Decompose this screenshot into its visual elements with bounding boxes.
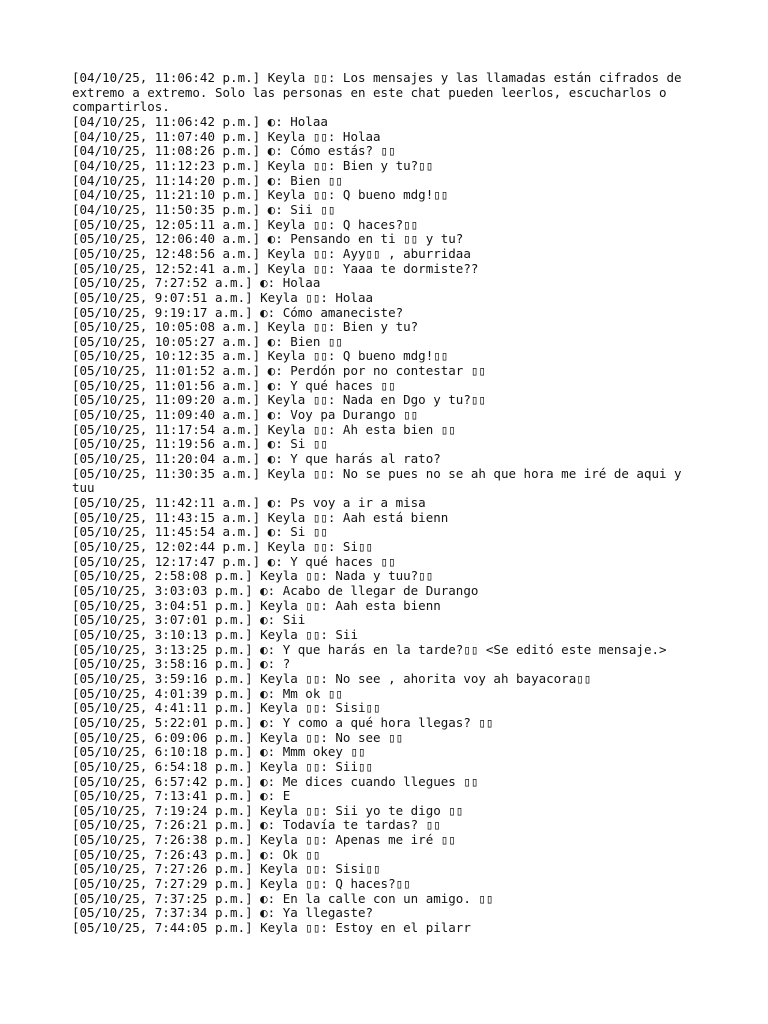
- chat-message-line: [05/10/25, 3:04:51 p.m.] Keyla ▯▯: Aah esta bienn: [72, 597, 441, 613]
- chat-message-line: [05/10/25, 7:27:52 a.m.] ◐: Holaa: [72, 275, 321, 291]
- chat-message-line: [05/10/25, 11:01:56 a.m.] ◐: Y qué haces ▯▯: [72, 377, 396, 393]
- chat-message-line: [05/10/25, 11:30:35 a.m.] Keyla ▯▯: No se pues no se ah que hora me iré de aqui y tuu: [72, 465, 690, 496]
- chat-message-line: [05/10/25, 6:10:18 p.m.] ◐: Mmm okey ▯▯: [72, 744, 366, 760]
- chat-message-line: [05/10/25, 4:41:11 p.m.] Keyla ▯▯: Sisi▯▯: [72, 700, 381, 716]
- chat-message-line: [05/10/25, 7:26:38 p.m.] Keyla ▯▯: Apenas me iré ▯▯: [72, 832, 456, 848]
- chat-message-line: [05/10/25, 6:09:06 p.m.] Keyla ▯▯: No see ▯▯: [72, 729, 404, 745]
- chat-message-line: [05/10/25, 7:13:41 p.m.] ◐: E: [72, 788, 291, 804]
- chat-message-line: [04/10/25, 11:21:10 p.m.] Keyla ▯▯: Q bueno mdg!▯▯: [72, 187, 449, 203]
- chat-message-line: [05/10/25, 7:27:29 p.m.] Keyla ▯▯: Q haces?▯▯: [72, 876, 411, 892]
- chat-message-line: [04/10/25, 11:14:20 p.m.] ◐: Bien ▯▯: [72, 172, 343, 188]
- chat-message-line: [05/10/25, 6:57:42 p.m.] ◐: Me dices cuando llegues ▯▯: [72, 773, 479, 789]
- chat-message-line: [05/10/25, 7:37:25 p.m.] ◐: En la calle con un amigo. ▯▯: [72, 890, 494, 906]
- chat-message-line: [05/10/25, 5:22:01 p.m.] ◐: Y como a qué hora llegas? ▯▯: [72, 714, 494, 730]
- chat-message-line: [05/10/25, 12:17:47 p.m.] ◐: Y qué haces ▯▯: [72, 553, 396, 569]
- chat-message-line: [05/10/25, 3:58:16 p.m.] ◐: ?: [72, 656, 291, 672]
- chat-message-line: [05/10/25, 12:02:44 p.m.] Keyla ▯▯: Si▯▯: [72, 539, 374, 554]
- chat-message-line: [05/10/25, 11:45:54 a.m.] ◐: Si ▯▯: [72, 524, 328, 540]
- chat-message-line: [05/10/25, 10:05:08 a.m.] Keyla ▯▯: Bien y tu?: [72, 319, 419, 335]
- chat-message-line: [05/10/25, 10:05:27 a.m.] ◐: Bien ▯▯: [72, 333, 343, 349]
- chat-message-line: [04/10/25, 11:06:42 p.m.] ◐: Holaa: [72, 113, 328, 129]
- chat-message-line: [05/10/25, 7:27:26 p.m.] Keyla ▯▯: Sisi▯▯: [72, 861, 381, 877]
- chat-message-line: [05/10/25, 11:01:52 a.m.] ◐: Perdón por no contestar ▯▯: [72, 363, 486, 379]
- chat-message-line: [05/10/25, 3:07:01 p.m.] ◐: Sii: [72, 612, 306, 628]
- chat-message-line: [05/10/25, 12:48:56 a.m.] Keyla ▯▯: Ayy▯▯ , aburridaa: [72, 245, 471, 261]
- chat-message-line: [05/10/25, 9:19:17 a.m.] ◐: Cómo amaneciste?: [72, 304, 404, 320]
- chat-message-line: [05/10/25, 11:17:54 a.m.] Keyla ▯▯: Ah esta bien ▯▯: [72, 421, 456, 437]
- chat-message-line: [05/10/25, 7:19:24 p.m.] Keyla ▯▯: Sii yo te digo ▯▯: [72, 802, 464, 818]
- chat-message-line: [05/10/25, 12:52:41 a.m.] Keyla ▯▯: Yaaa te dormiste??: [72, 260, 479, 276]
- chat-message-line: [04/10/25, 11:07:40 p.m.] Keyla ▯▯: Holaa: [72, 128, 381, 144]
- chat-message-line: [05/10/25, 3:59:16 p.m.] Keyla ▯▯: No see , ahorita voy ah bayacora▯▯: [72, 670, 592, 686]
- chat-message-line: [04/10/25, 11:08:26 p.m.] ◐: Cómo estás? ▯▯: [72, 143, 396, 159]
- chat-message-line: [04/10/25, 11:06:42 p.m.] Keyla ▯▯: Los mensajes y las llamadas están cifrados de extremo a extremo. Solo las personas en este chat pueden leerlos, escucharlos o compartirlos.: [72, 70, 690, 115]
- chat-message-line: [05/10/25, 6:54:18 p.m.] Keyla ▯▯: Sii▯▯: [72, 758, 374, 774]
- chat-transcript: [72, 71, 688, 936]
- chat-message-line: [05/10/25, 11:19:56 a.m.] ◐: Si ▯▯: [72, 436, 328, 452]
- chat-message-line: [05/10/25, 2:58:08 p.m.] Keyla ▯▯: Nada y tuu?▯▯: [72, 568, 434, 584]
- chat-message-line: [05/10/25, 10:12:35 a.m.] Keyla ▯▯: Q bueno mdg!▯▯: [72, 348, 449, 364]
- chat-message-line: [05/10/25, 4:01:39 p.m.] ◐: Mm ok ▯▯: [72, 685, 343, 701]
- chat-message-line: [05/10/25, 12:05:11 a.m.] Keyla ▯▯: Q haces?▯▯: [72, 216, 419, 232]
- chat-message-line: [05/10/25, 11:43:15 a.m.] Keyla ▯▯: Aah está bienn: [72, 509, 449, 525]
- chat-message-line: [05/10/25, 11:42:11 a.m.] ◐: Ps voy a ir a misa: [72, 495, 426, 511]
- chat-message-line: [04/10/25, 11:12:23 p.m.] Keyla ▯▯: Bien y tu?▯▯: [72, 157, 434, 173]
- chat-message-line: [05/10/25, 11:09:20 a.m.] Keyla ▯▯: Nada en Dgo y tu?▯▯: [72, 392, 486, 408]
- chat-message-line: [05/10/25, 7:37:34 p.m.] ◐: Ya llegaste?: [72, 905, 374, 921]
- chat-message-line: [05/10/25, 7:44:05 p.m.] Keyla ▯▯: Estoy en el pilarr: [72, 920, 471, 936]
- chat-message-line: [05/10/25, 3:13:25 p.m.] ◐: Y que harás en la tarde?▯▯ <Se editó este mensaje.>: [72, 641, 667, 657]
- chat-message-line: [05/10/25, 11:20:04 a.m.] ◐: Y que harás al rato?: [72, 451, 441, 467]
- chat-message-line: [05/10/25, 9:07:51 a.m.] Keyla ▯▯: Holaa: [72, 289, 374, 305]
- chat-message-line: [05/10/25, 7:26:21 p.m.] ◐: Todavía te tardas? ▯▯: [72, 817, 441, 833]
- chat-message-line: [05/10/25, 7:26:43 p.m.] ◐: Ok ▯▯: [72, 846, 321, 862]
- chat-message-line: [04/10/25, 11:50:35 p.m.] ◐: Sii ▯▯: [72, 201, 336, 217]
- chat-message-line: [05/10/25, 3:10:13 p.m.] Keyla ▯▯: Sii: [72, 626, 358, 642]
- chat-message-line: [05/10/25, 12:06:40 a.m.] ◐: Pensando en ti ▯▯ y tu?: [72, 231, 464, 247]
- chat-message-line: [05/10/25, 3:03:03 p.m.] ◐: Acabo de llegar de Durango: [72, 582, 479, 598]
- chat-message-line: [05/10/25, 11:09:40 a.m.] ◐: Voy pa Durango ▯▯: [72, 407, 419, 423]
